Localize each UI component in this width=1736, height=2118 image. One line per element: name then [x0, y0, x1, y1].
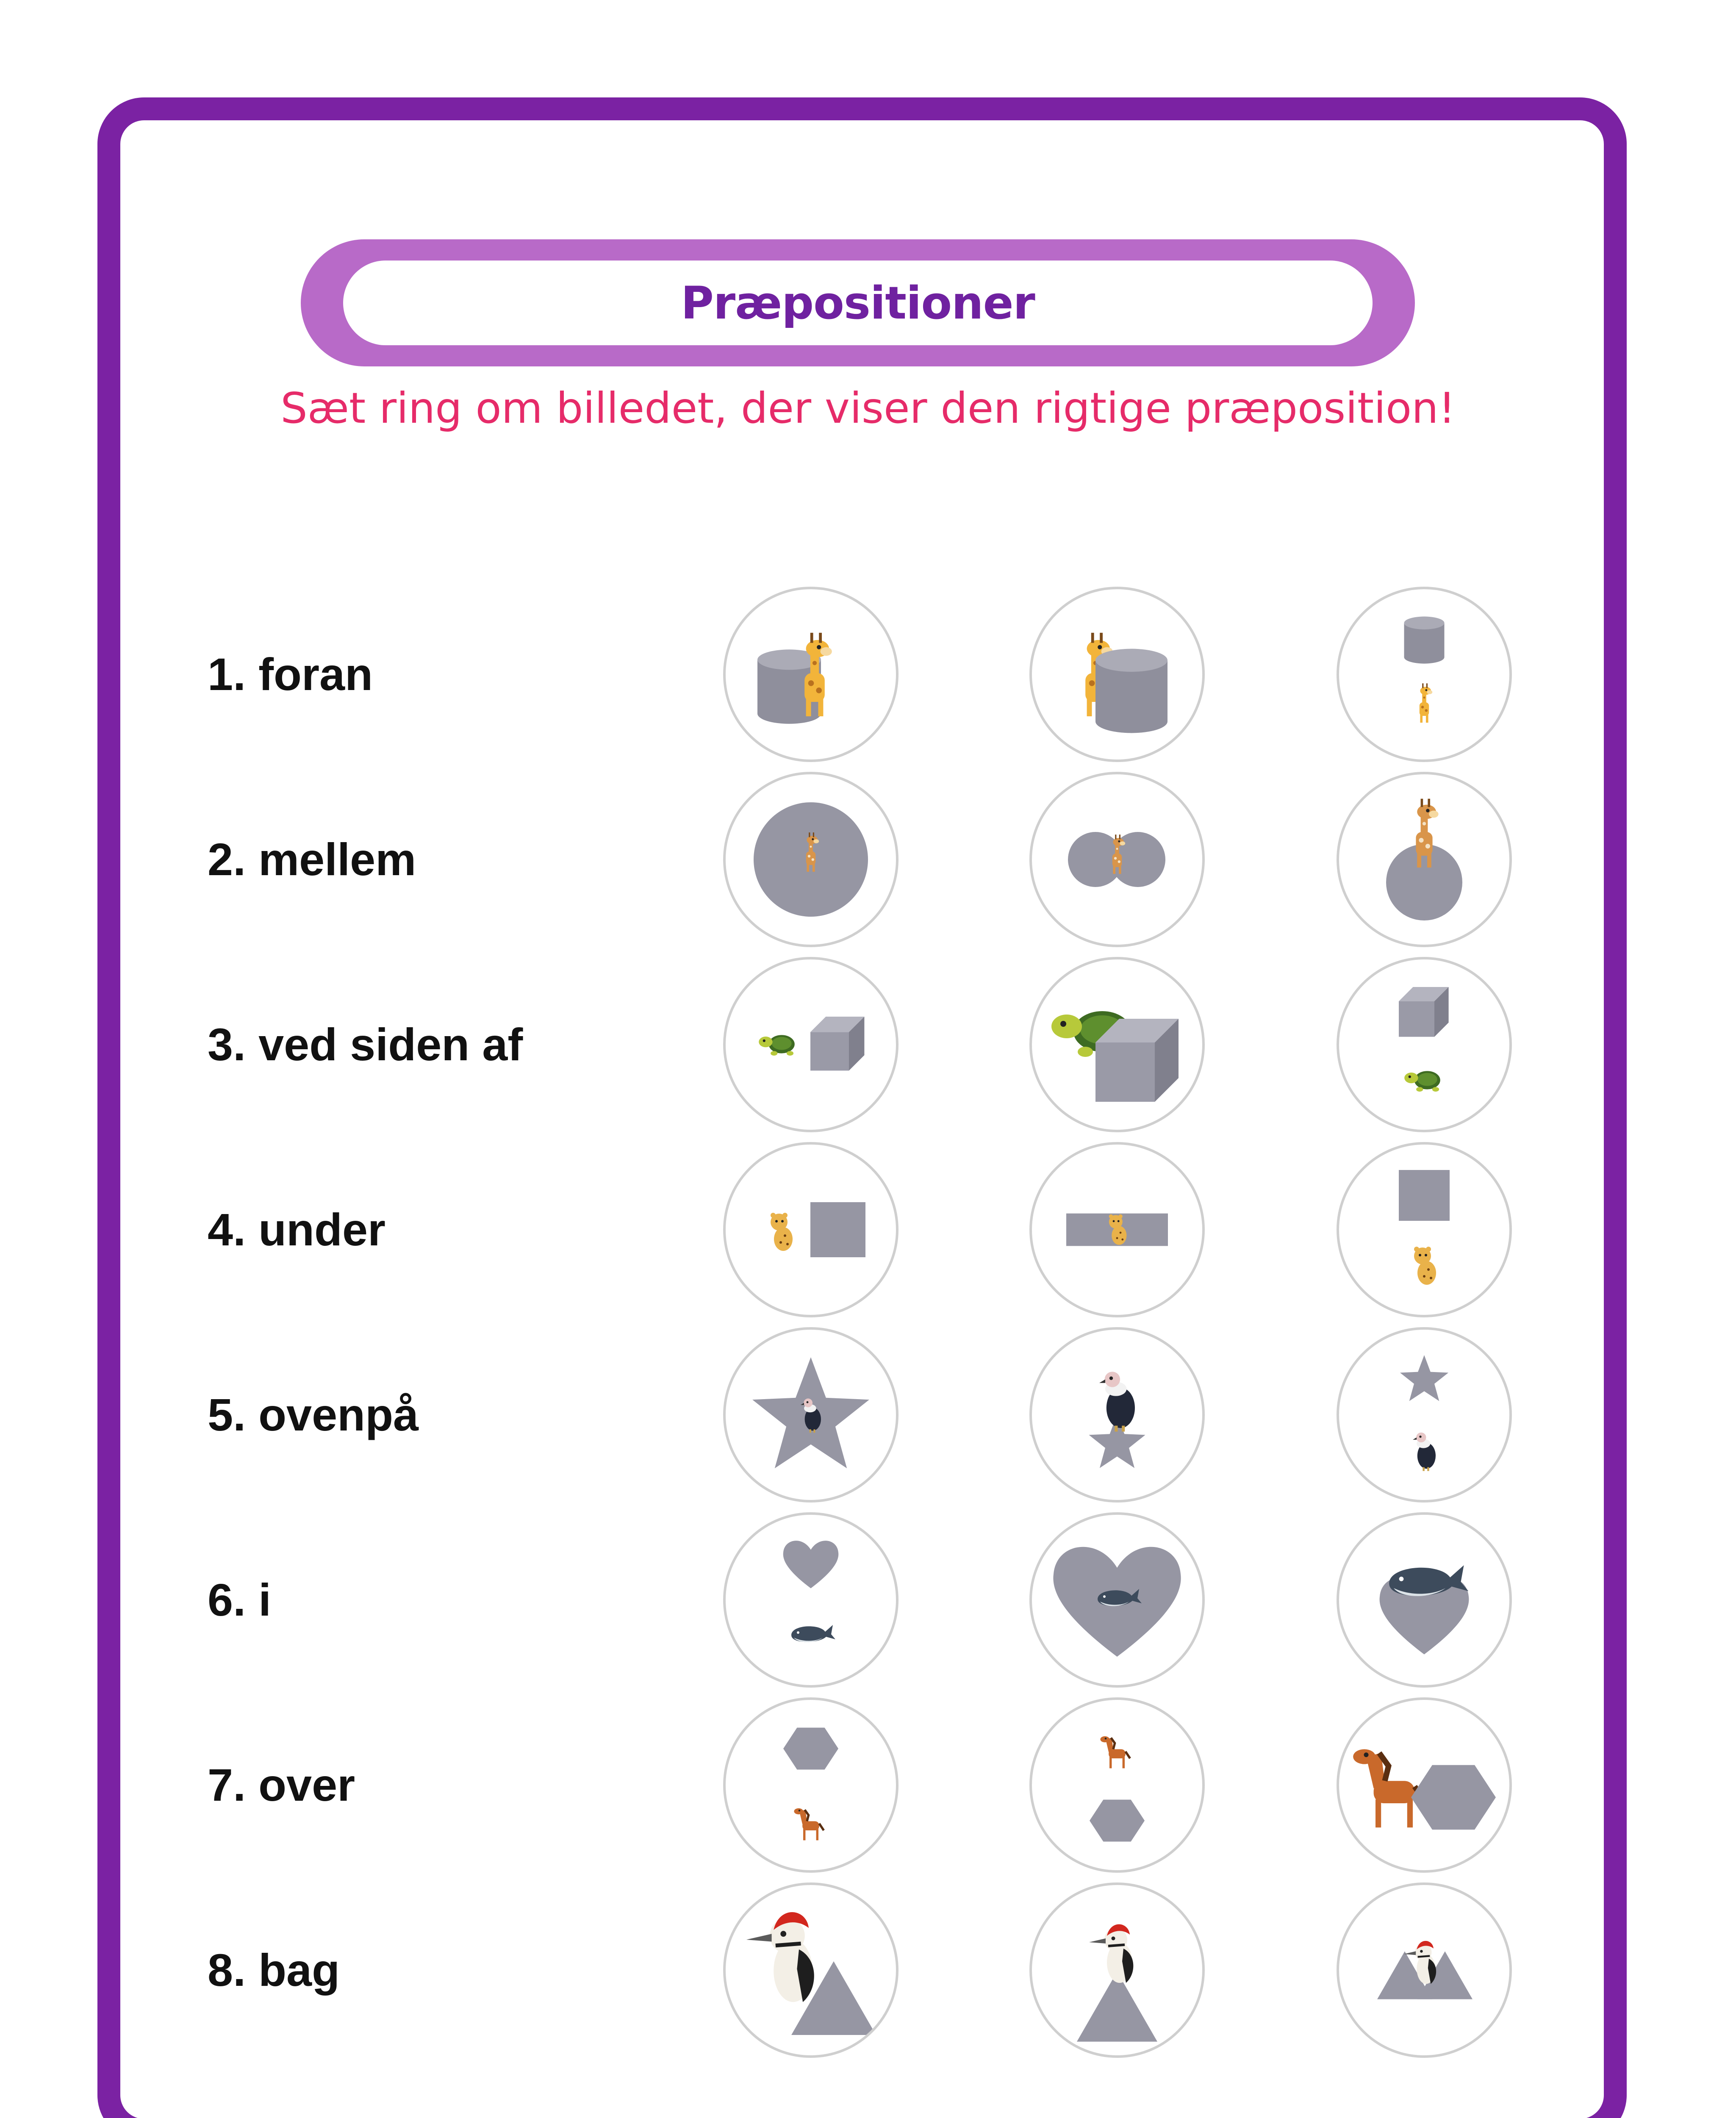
option-illustration [1339, 1885, 1509, 2055]
option-illustration [1032, 1885, 1202, 2055]
cube-shape [1399, 987, 1449, 1037]
horse-icon [1100, 1736, 1130, 1769]
hexagon-shape [1411, 1765, 1496, 1830]
answer-option-8-1[interactable] [723, 1882, 899, 2058]
cheetah-icon [1414, 1247, 1436, 1285]
answer-option-4-3[interactable] [1337, 1142, 1512, 1317]
answer-option-1-1[interactable] [723, 587, 899, 762]
option-illustration [726, 1700, 896, 1870]
title-banner [301, 239, 1415, 366]
star-shape [1400, 1355, 1448, 1401]
question-label: 7. over [208, 1759, 355, 1810]
answer-option-1-2[interactable] [1029, 587, 1205, 762]
answer-option-3-1[interactable] [723, 957, 899, 1132]
option-illustration [726, 589, 896, 760]
cube-shape [1095, 1019, 1179, 1102]
option-illustration [1032, 1145, 1202, 1315]
answer-option-1-3[interactable] [1337, 587, 1512, 762]
option-illustration [1339, 1145, 1509, 1315]
option-illustration [726, 959, 896, 1130]
question-label: 1. foran [208, 649, 373, 700]
option-illustration [1339, 589, 1509, 760]
option-illustration [1339, 1700, 1509, 1870]
hexagon-shape [783, 1728, 838, 1770]
question-label: 8. bag [208, 1944, 340, 1996]
answer-option-4-2[interactable] [1029, 1142, 1205, 1317]
option-illustration [1032, 959, 1202, 1130]
answer-option-6-1[interactable] [723, 1512, 899, 1688]
vulture-icon [1413, 1433, 1436, 1471]
option-illustration [1032, 774, 1202, 945]
answer-option-2-3[interactable] [1337, 772, 1512, 947]
option-illustration [1339, 1330, 1509, 1500]
answer-option-5-1[interactable] [723, 1327, 899, 1503]
hexagon-shape [1090, 1800, 1145, 1842]
answer-option-7-2[interactable] [1029, 1697, 1205, 1873]
option-illustration [726, 1330, 896, 1500]
option-illustration [1032, 1330, 1202, 1500]
option-illustration [1339, 959, 1509, 1130]
cube-shape [810, 1017, 864, 1070]
cylinder-shape [1095, 649, 1168, 733]
answer-option-8-3[interactable] [1337, 1882, 1512, 2058]
option-illustration [1339, 1515, 1509, 1685]
question-label: 4. under [208, 1204, 386, 1255]
page-title: Præpositioner [681, 277, 1035, 329]
giraffe-icon [1420, 683, 1432, 723]
answer-option-6-3[interactable] [1337, 1512, 1512, 1688]
answer-option-6-2[interactable] [1029, 1512, 1205, 1688]
answer-option-7-3[interactable] [1337, 1697, 1512, 1873]
answer-option-3-3[interactable] [1337, 957, 1512, 1132]
cheetah-icon [771, 1213, 793, 1251]
question-label: 5. ovenpå [208, 1389, 419, 1440]
giraffe-icon [804, 633, 832, 716]
option-illustration [726, 1145, 896, 1315]
answer-option-3-2[interactable] [1029, 957, 1205, 1132]
question-label: 6. i [208, 1574, 272, 1625]
option-illustration [1032, 589, 1202, 760]
turtle-icon [759, 1035, 795, 1056]
square-shape [810, 1202, 865, 1257]
vulture-icon [1099, 1372, 1135, 1431]
turtle-icon [1404, 1071, 1440, 1092]
woodpecker-icon [1089, 1924, 1133, 1983]
question-label: 2. mellem [208, 834, 416, 885]
title-banner-inner [343, 261, 1373, 345]
answer-option-5-2[interactable] [1029, 1327, 1205, 1503]
option-illustration [1032, 1700, 1202, 1870]
horse-icon [1353, 1749, 1426, 1827]
option-illustration [726, 774, 896, 945]
cylinder-shape [1404, 616, 1445, 663]
option-illustration [1032, 1515, 1202, 1685]
option-illustration [1339, 774, 1509, 945]
option-illustration [726, 1515, 896, 1685]
instruction-text: Sæt ring om billedet, der viser den rigtige præposition! [280, 383, 1456, 433]
question-label: 3. ved siden af [208, 1019, 523, 1070]
heart-shape [783, 1541, 839, 1588]
answer-option-2-2[interactable] [1029, 772, 1205, 947]
horse-icon [794, 1808, 824, 1841]
answer-option-4-1[interactable] [723, 1142, 899, 1317]
answer-option-8-2[interactable] [1029, 1882, 1205, 2058]
whale-icon [791, 1625, 835, 1642]
woodpecker-icon [746, 1912, 814, 2002]
answer-option-5-3[interactable] [1337, 1327, 1512, 1503]
square-shape [1399, 1170, 1450, 1221]
option-illustration [726, 1885, 896, 2055]
answer-option-7-1[interactable] [723, 1697, 899, 1873]
answer-option-2-1[interactable] [723, 772, 899, 947]
